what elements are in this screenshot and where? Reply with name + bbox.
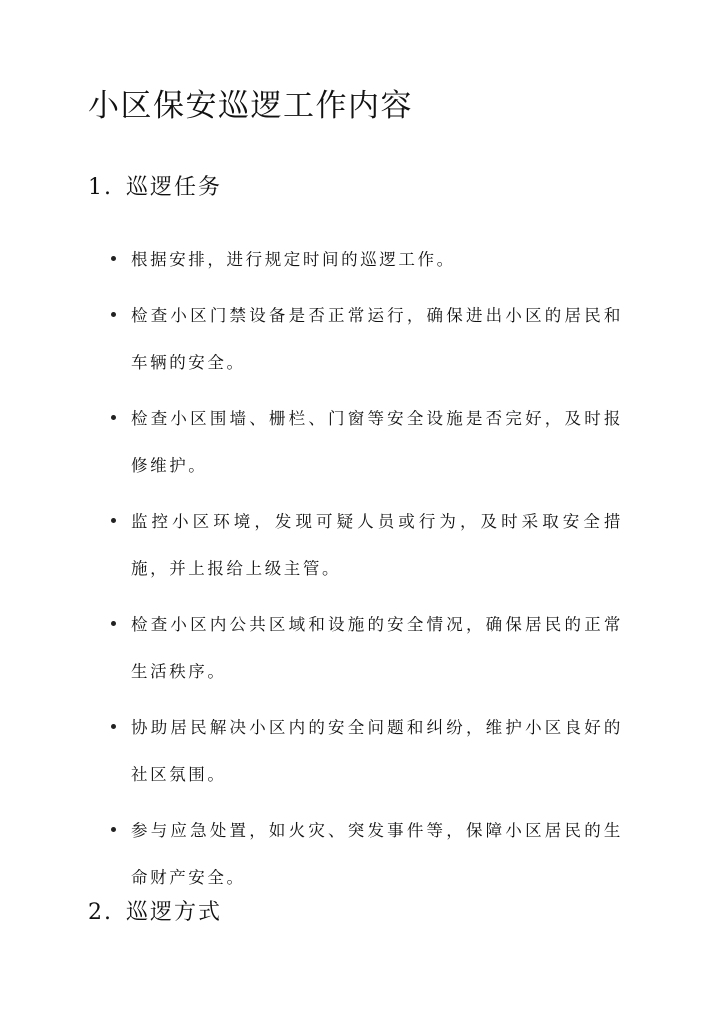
bullet-icon xyxy=(111,827,116,832)
list-item-text: 根据安排，进行规定时间的巡逻工作。 xyxy=(131,250,456,269)
list-item xyxy=(0,395,623,489)
section-number: 2. xyxy=(88,900,113,925)
section-number: 1. xyxy=(88,175,113,200)
list-item-text: 参与应急处置，如火灾、突发事件等，保障小区居民的生命财产安全。 xyxy=(131,821,623,887)
document-title: 小区保安巡逻工作内容 xyxy=(88,88,413,124)
list-item-text: 检查小区门禁设备是否正常运行，确保进出小区的居民和车辆的安全。 xyxy=(131,306,623,372)
list-item-text: 检查小区围墙、栅栏、门窗等安全设施是否完好，及时报修维护。 xyxy=(131,409,623,475)
section-title: 巡逻方式 xyxy=(126,900,223,925)
bullet-icon xyxy=(111,518,116,523)
list-item xyxy=(0,807,623,901)
list-item xyxy=(0,601,623,695)
list-item xyxy=(0,704,623,798)
list-item xyxy=(0,292,623,386)
section-title: 巡逻任务 xyxy=(126,175,223,200)
bullet-icon xyxy=(111,256,116,261)
list-item-text: 协助居民解决小区内的安全问题和纠纷，维护小区良好的社区氛围。 xyxy=(131,718,623,784)
bullet-icon xyxy=(111,724,116,729)
patrol-task-list xyxy=(0,236,720,910)
bullet-icon xyxy=(111,621,116,626)
bullet-icon xyxy=(111,415,116,420)
section-heading-patrol-tasks xyxy=(88,172,222,204)
list-item-text: 监控小区环境，发现可疑人员或行为，及时采取安全措施，并上报给上级主管。 xyxy=(131,512,623,578)
list-item xyxy=(0,498,623,592)
list-item xyxy=(0,236,623,283)
list-item-text: 检查小区内公共区域和设施的安全情况，确保居民的正常生活秩序。 xyxy=(131,615,623,681)
bullet-icon xyxy=(111,312,116,317)
section-heading-patrol-methods xyxy=(88,897,222,929)
